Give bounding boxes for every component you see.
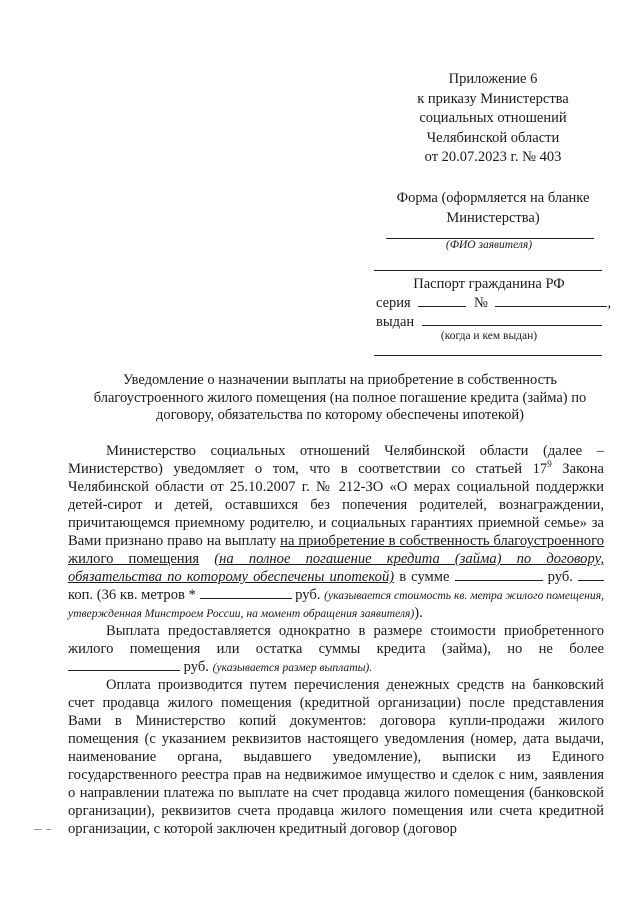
superscript: 9 [547, 459, 552, 470]
document-body [68, 442, 604, 838]
underlined-italic-text: (на полное погашение кредита (займа) по договору, обязательства по которому обеспечены ипотекой) [68, 551, 604, 585]
form-note-line: Министерства) [446, 209, 540, 226]
margin-mark [34, 829, 42, 830]
comma: , [607, 295, 612, 311]
kop-blank [578, 568, 604, 581]
text-span: в сумме [394, 569, 450, 585]
title-line: Уведомление о назначении выплаты на приобретение в собственность [122, 372, 558, 388]
document-title [70, 372, 610, 425]
issued-blank [422, 313, 602, 326]
series-label: серия [376, 295, 411, 311]
issued-row [376, 313, 604, 331]
price-blank [200, 586, 292, 599]
appendix-line: Челябинской области [426, 129, 560, 146]
number-blank [495, 294, 607, 307]
form-note-line: Форма (оформляется на бланке [396, 190, 590, 206]
passport-title: Паспорт гражданина РФ [413, 276, 565, 292]
appendix-line: от 20.07.2023 г. № 403 [424, 149, 562, 165]
blank-line [374, 355, 602, 356]
when-label: (когда и кем выдан) [440, 330, 538, 342]
paragraph-notification [68, 442, 604, 622]
title-line: договору, обязательства по которому обеспечены ипотекой) [156, 407, 524, 423]
number-label: № [473, 295, 488, 311]
text-span [199, 551, 214, 567]
note-text: (указывается стоимость кв. метра жилого помещения, утвержденная Минстроем России, на момент обращения заявителя) [68, 589, 604, 620]
amount-blank [68, 658, 180, 671]
issued-label: выдан [376, 314, 415, 330]
series-row [376, 294, 612, 312]
appendix-line: к приказу Министерства [417, 90, 569, 107]
form-note [378, 189, 608, 228]
rub-blank [455, 568, 543, 581]
appendix-header [378, 70, 608, 168]
text-span: руб. [180, 659, 213, 675]
margin-mark [46, 829, 51, 830]
underlined-text: на приобретение в собственность благоустроенного жилого помещения [68, 533, 604, 567]
appendix-line: социальных отношений [419, 110, 567, 126]
text-span: Выплата предоставляется однократно в размере стоимости приобретенного жилого помещения или остатка суммы кредита (займа), но не более [68, 623, 604, 657]
text-span: руб. [291, 587, 325, 603]
title-line: благоустроенного жилого помещения (на полное погашение кредита (займа) по [93, 389, 587, 406]
text-span: руб. [542, 569, 578, 585]
blank-line [374, 270, 602, 271]
fio-label: (ФИО заявителя) [445, 239, 533, 251]
text-span: Закона Челябинской области от 25.10.2007 г. № 212-ЗО «О мерах социальной поддержки детей-сирот и детей, оставшихся без попечения родителей, вознаграждении, причитающемся приемному родителю, и социальных гарантиях приемной семье» за Вами признано право на выплату [68, 461, 605, 549]
text-span: ). [414, 605, 423, 621]
paragraph-payment-procedure: Оплата производится путем перечисления денежных средств на банковский счет продавца жилого помещения (кредитной организации) после представления Вами в Министерство копий документов: договора купли-продажи жилого помещения (с указанием реквизитов настоящего уведомления (номер, дата выдачи, наименование органа, выдавшего уведомление), выписки из Единого государственного реестра прав на недвижимое имущество и сделок с ним, заявления о направлении платежа по выплате на счет продавца жилого помещения (банковской организации), реквизитов счета продавца жилого помещения или счета кредитной организации, с которой заключен кредитный договор (договор [68, 677, 604, 837]
series-blank [418, 294, 466, 307]
paragraph-payment-size [68, 622, 604, 676]
text-span: коп. (36 кв. метров * [68, 587, 200, 603]
text-span: Министерство социальных отношений Челябинской области (далее – Министерство) уведомляет о том, что в соответствии со статьей 17 [68, 443, 604, 477]
note-text: (указывается размер выплаты). [212, 661, 373, 674]
appendix-line: Приложение 6 [448, 71, 538, 87]
